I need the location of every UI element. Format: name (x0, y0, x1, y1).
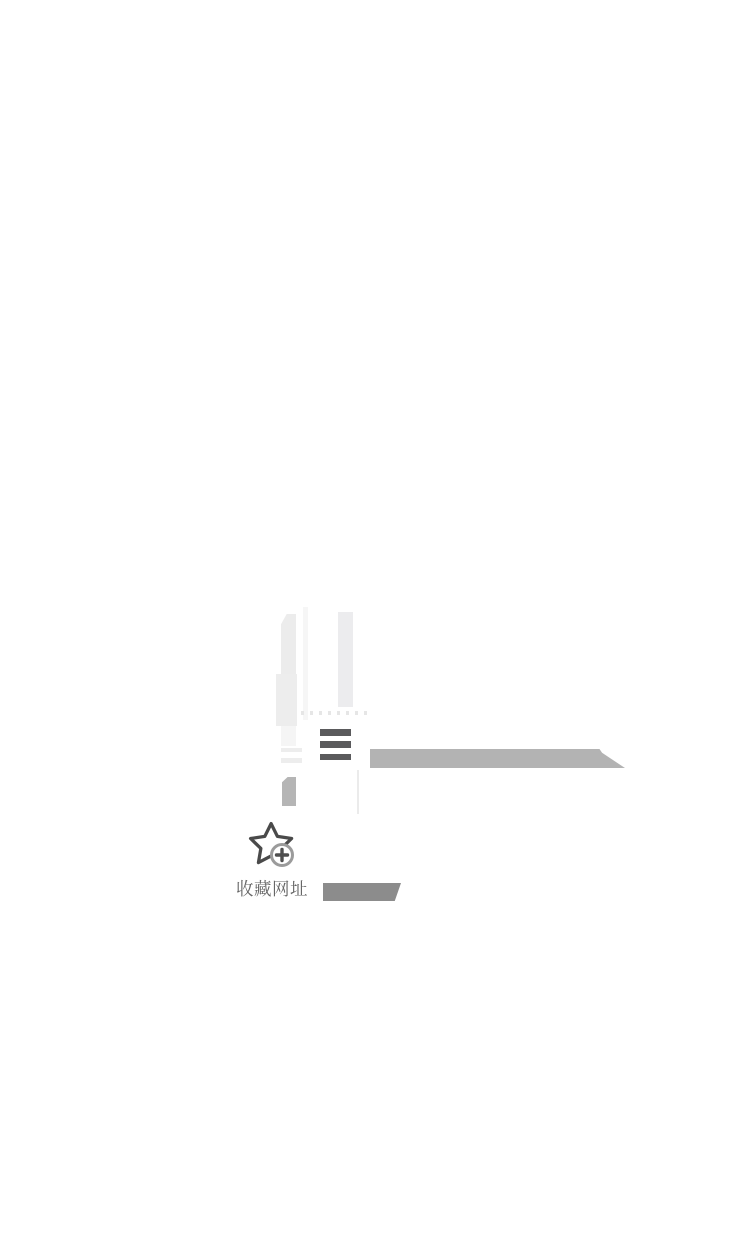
hamburger-icon (320, 754, 351, 761)
ghost-column (276, 674, 297, 726)
ghost-speckle-row (301, 711, 367, 715)
ghost-column (281, 614, 296, 678)
bookmark-button[interactable] (234, 818, 310, 899)
bookmark-label: 收藏网址 (236, 879, 308, 899)
ghost-block (282, 777, 296, 806)
ghost-column (281, 726, 296, 746)
banner-placeholder (370, 749, 625, 768)
menu-button[interactable] (320, 729, 351, 760)
ghost-band (281, 758, 302, 763)
ghost-band (281, 748, 302, 752)
ghost-column (338, 612, 353, 707)
small-banner-placeholder (323, 883, 401, 901)
ghost-line (357, 770, 359, 814)
ghost-column (303, 607, 308, 720)
hamburger-icon (320, 741, 351, 748)
star-plus-icon (245, 818, 299, 872)
hamburger-icon (320, 729, 351, 736)
